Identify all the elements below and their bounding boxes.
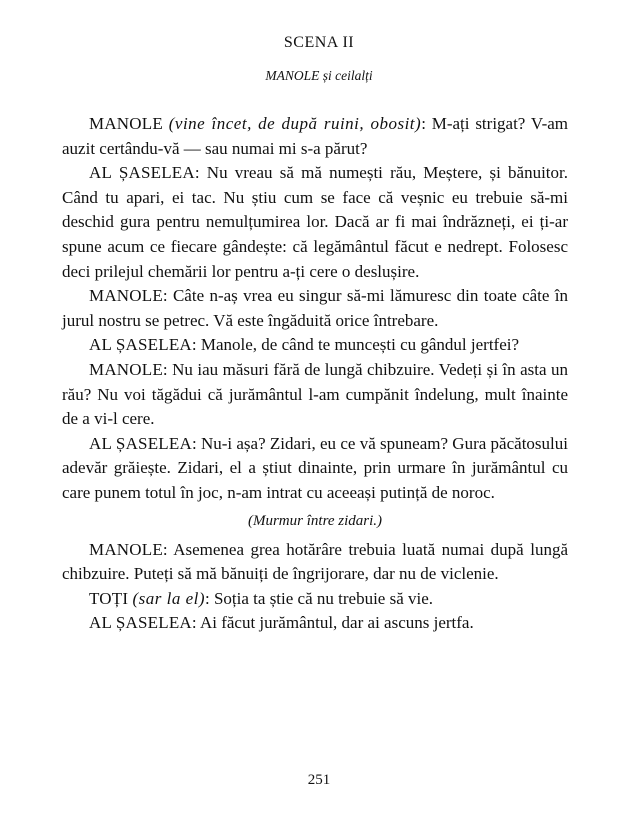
dialogue-paragraph <box>62 112 568 161</box>
stage-direction-inline: (sar la el) <box>132 588 205 608</box>
dialogue-line: : Ai făcut jurământul, dar ai ascuns jertfa. <box>191 613 474 633</box>
speaker-name: MANOLE <box>89 359 163 379</box>
speaker-name: AL ȘASELEA <box>89 335 192 355</box>
stage-direction-inline: (vine încet, de după ruini, obosit) <box>168 114 422 133</box>
dialogue-text <box>62 112 568 636</box>
dialogue-paragraph <box>62 538 568 587</box>
scene-title: SCENA II <box>283 34 355 51</box>
speaker-name: AL ȘASELEA <box>89 613 192 633</box>
dialogue-paragraph <box>62 611 568 636</box>
dialogue-line: : Nu iau măsuri fără de lungă chibzuire. Vedeți și în asta un rău? Nu voi tăgădui că jurământul l-am cumpănit îndelung, mult înainte de a vi-l cere. <box>62 359 568 429</box>
dialogue-line: : Nu-i așa? Zidari, eu ce vă spuneam? Gura păcătosului adevăr grăiește. Zidari, el a știut dinainte, prin urmare în jurământul cu care punem totul în joc, n-am intrat cu aceeași putință de noroc. <box>62 433 568 502</box>
dialogue-paragraph <box>62 358 568 432</box>
dialogue-paragraph <box>62 587 568 612</box>
dialogue-paragraph <box>62 161 568 284</box>
speaker-name: MANOLE <box>89 114 163 133</box>
dialogue-line: : Câte n-aș vrea eu singur să-mi lămuresc din toate câte în jurul nostru se petrec. Vă este îngăduită orice întrebare. <box>62 286 568 330</box>
dialogue-line: : Nu vreau să mă numești rău, Meștere, și bănuitor. Când tu apari, ei tac. Nu știu cum se face că veșnic eu trebuie să-mi deschid gura pentru nemulțumirea lor. Dacă ar fi mai îndrăzneți, ei ți-ar spune acum ce fiecare gândește: că legământul făcut e nedrept. Folosesc deci prilejul chemării lor pentru a-ți cere o deslușire. <box>62 163 568 281</box>
page-number: 251 <box>307 772 331 788</box>
speaker-name: AL ȘASELEA <box>89 433 192 453</box>
dialogue-paragraph <box>62 284 568 333</box>
dialogue-paragraph <box>62 333 568 358</box>
stage-direction: (Murmur între zidari.) <box>247 512 383 529</box>
speaker-name: TOȚI <box>89 588 129 608</box>
speaker-name: MANOLE <box>89 286 163 306</box>
dialogue-line: : Asemenea grea hotărâre trebuia luată numai după lungă chibzuire. Puteți să mă bănuiți de îngrijorare, dar nu de viclenie. <box>62 539 568 584</box>
dialogue-line: : M-ați strigat? V-am auzit certându-vă — sau numai mi s-a părut? <box>62 114 569 158</box>
dialogue-line: : Soția ta știe că nu trebuie să vie. <box>205 588 434 608</box>
dialogue-line: : Manole, de când te muncești cu gândul jertfei? <box>191 335 520 355</box>
speaker-name: AL ȘASELEA <box>89 163 195 183</box>
speaker-name: MANOLE <box>89 539 163 559</box>
dialogue-paragraph <box>62 432 568 506</box>
scene-characters: MANOLE și ceilalți <box>265 68 373 83</box>
